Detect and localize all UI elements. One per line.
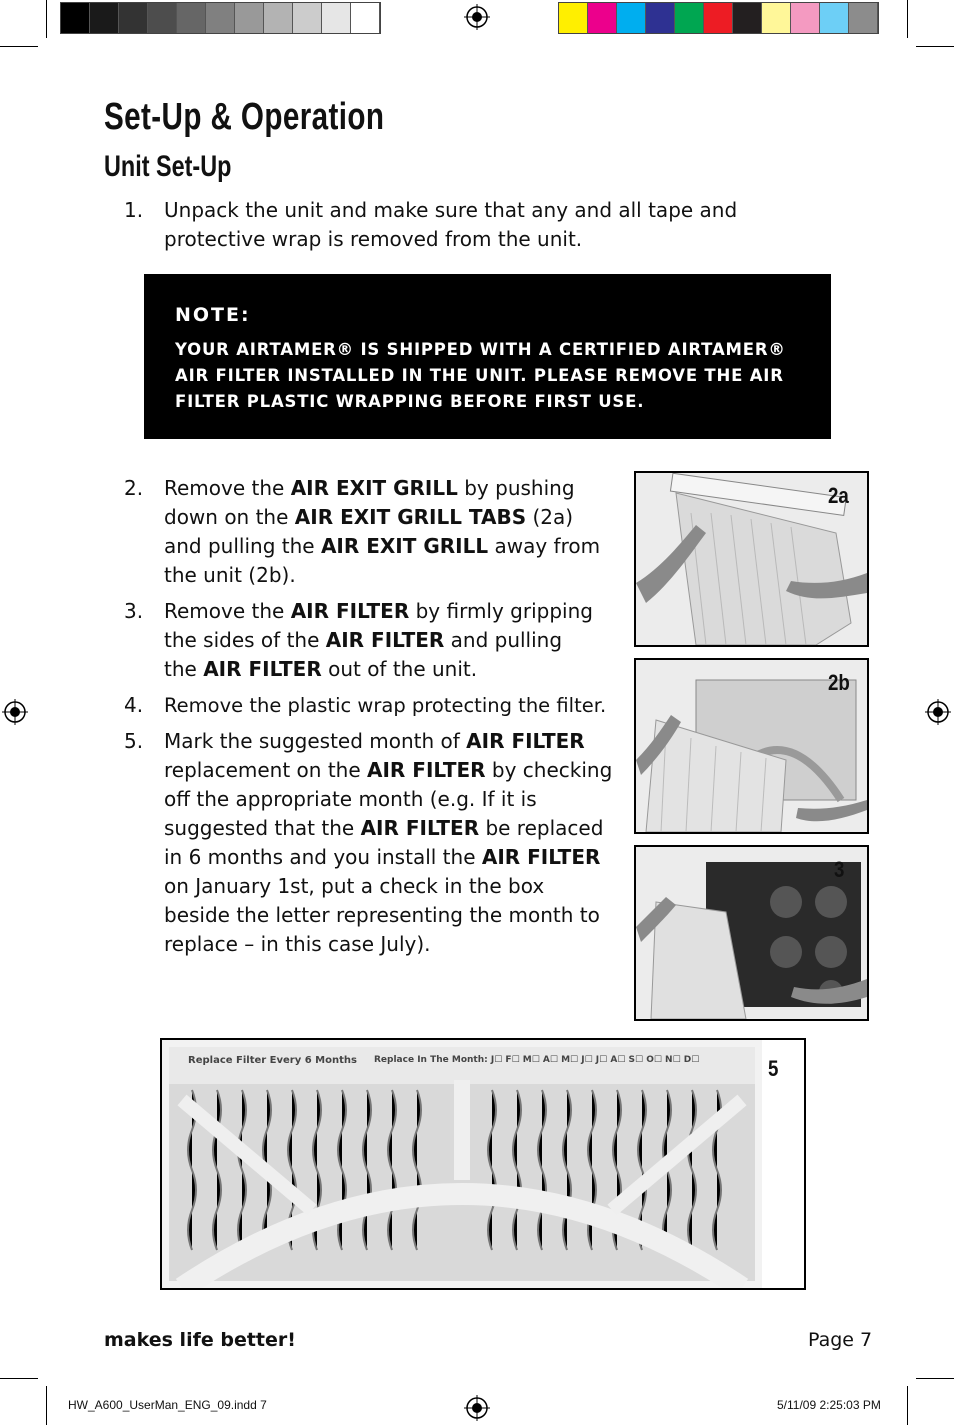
crop-mark <box>0 1378 38 1379</box>
crop-mark <box>907 1386 908 1425</box>
color-swatch <box>90 3 119 33</box>
step-number: 1. <box>124 198 144 222</box>
photo-label: 5 <box>768 1056 779 1081</box>
list-item <box>124 691 624 721</box>
section-title: Unit Set-Up <box>104 150 232 183</box>
color-swatch <box>61 3 90 33</box>
note-body: YOUR AIRTAMER® IS SHIPPED WITH A CERTIFIED AIRTAMER® AIR FILTER INSTALLED IN THE UNIT. PLEASE REMOVE THE AIR FILTER PLASTIC WRAPPING BEFORE FIRST USE. <box>175 340 786 411</box>
color-swatch <box>559 3 588 33</box>
color-swatch <box>293 3 322 33</box>
registration-mark-icon <box>925 699 951 725</box>
step-number: 4. <box>124 693 144 717</box>
photo-step-2b <box>634 658 869 834</box>
crop-mark <box>916 1378 954 1379</box>
print-slug-date: 5/11/09 2:25:03 PM <box>777 1398 881 1412</box>
color-swatch <box>206 3 235 33</box>
photo-step-5 <box>160 1038 806 1290</box>
registration-mark-icon <box>464 1395 490 1421</box>
list-item <box>124 727 624 967</box>
photo-label: 3 <box>834 857 845 882</box>
crop-mark <box>916 46 954 47</box>
color-swatch <box>820 3 849 33</box>
color-swatch <box>264 3 293 33</box>
crop-mark <box>907 0 908 38</box>
print-slug-file: HW_A600_UserMan_ENG_09.indd 7 <box>68 1398 267 1412</box>
color-swatch <box>351 3 380 33</box>
color-swatch-bar <box>558 2 879 34</box>
photo-label: 2a <box>828 483 849 508</box>
page-number: Page 7 <box>808 1329 873 1351</box>
note-title: NOTE: <box>175 304 251 326</box>
color-swatch <box>675 3 704 33</box>
color-swatch <box>235 3 264 33</box>
color-swatch <box>617 3 646 33</box>
crop-mark <box>46 1386 47 1425</box>
step-number: 5. <box>124 729 144 753</box>
photo-step-3 <box>634 845 869 1021</box>
photo-label: 2b <box>828 670 850 695</box>
step-text: Remove the AIR FILTER by firmly gripping the sides of the AIR FILTER and pulling the AIR FILTER out of the unit. <box>164 599 593 681</box>
step-text: Unpack the unit and make sure that any and all tape and protective wrap is removed from the unit. <box>164 198 738 251</box>
filter-label-left: Replace Filter Every 6 Months <box>188 1055 357 1066</box>
list-item <box>124 597 624 687</box>
page-title: Set-Up & Operation <box>104 96 385 138</box>
filter-removal-image <box>636 847 867 1019</box>
grayscale-swatch-bar <box>60 2 381 34</box>
note-box <box>144 274 831 439</box>
list-item <box>124 474 624 594</box>
color-swatch <box>762 3 791 33</box>
color-swatch <box>322 3 351 33</box>
color-swatch <box>704 3 733 33</box>
color-swatch <box>177 3 206 33</box>
registration-mark-icon <box>2 699 28 725</box>
step-number: 2. <box>124 476 144 500</box>
filter-month-checklist: Replace In The Month: J☐ F☐ M☐ A☐ M☐ J☐ J☐ A☐ S☐ O☐ N☐ D☐ <box>374 1055 700 1065</box>
step-text: Remove the AIR EXIT GRILL by pushing down on the AIR EXIT GRILL TABS (2a) and pulling the AIR EXIT GRILL away from the unit (2b). <box>164 476 601 587</box>
color-swatch <box>791 3 820 33</box>
registration-mark-icon <box>464 4 490 30</box>
color-swatch <box>646 3 675 33</box>
color-swatch <box>588 3 617 33</box>
photo-step-2a <box>634 471 869 647</box>
step-text: Mark the suggested month of AIR FILTER replacement on the AIR FILTER by checking off the appropriate month (e.g. If it is suggested that the AIR FILTER be replaced in 6 months and you install the AIR FILTER on January 1st, put a check in the box beside the letter representing the month to replace – in this case July). <box>164 729 613 956</box>
color-swatch <box>849 3 878 33</box>
air-filter-image <box>162 1040 762 1288</box>
color-swatch <box>733 3 762 33</box>
color-swatch <box>148 3 177 33</box>
footer-tagline: makes life better! <box>104 1329 296 1351</box>
crop-mark <box>46 0 47 38</box>
color-swatch <box>119 3 148 33</box>
step-text: Remove the plastic wrap protecting the filter. <box>164 694 607 717</box>
step-number: 3. <box>124 599 144 623</box>
crop-mark <box>0 46 38 47</box>
